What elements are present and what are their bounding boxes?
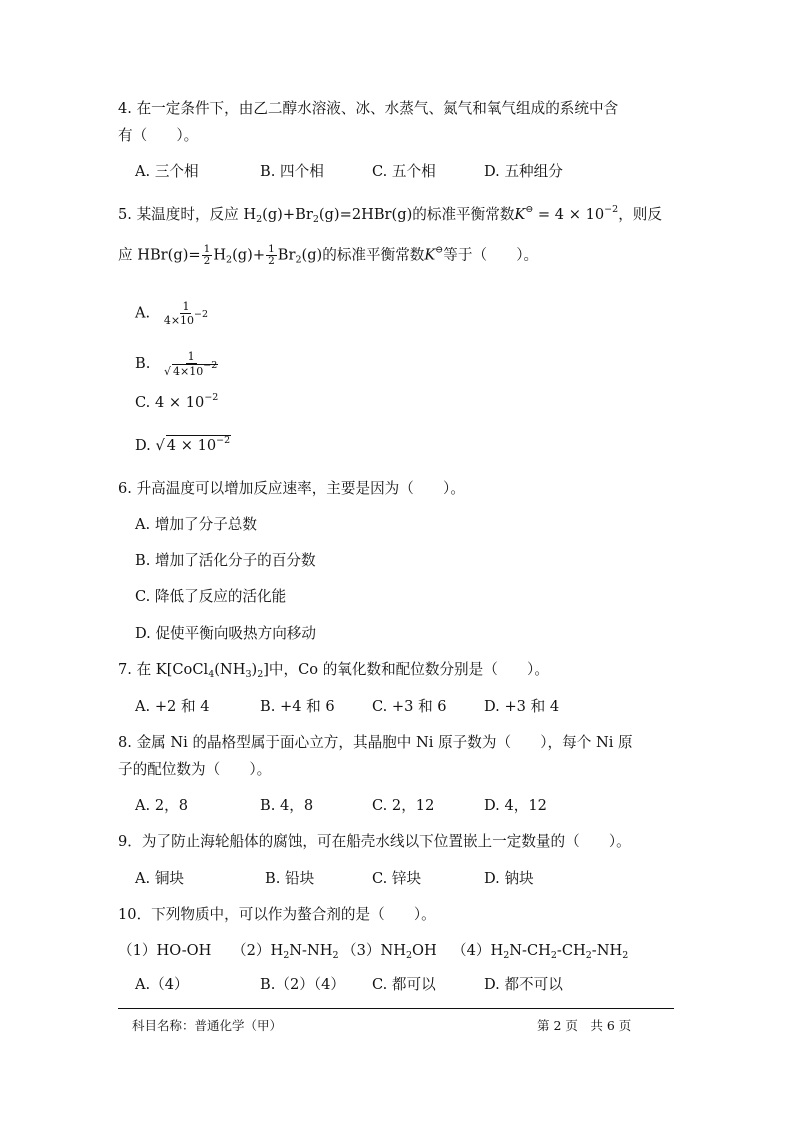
- q8-stem-line2: 子的配位数为（ ）。: [118, 761, 272, 778]
- fraction-half: $\frac{1}{2}$: [203, 243, 211, 267]
- q7-option-a: A. +2 和 4: [135, 698, 210, 715]
- q8-option-d: D. 4，12: [484, 797, 547, 814]
- q9-option-d: D. 钠块: [484, 870, 534, 887]
- q10-stem: 10．下列物质中，可以作为螯合剂的是（ ）。: [118, 906, 436, 923]
- q10-option-d: D. 都不可以: [484, 976, 563, 993]
- footer-divider: [118, 1008, 674, 1009]
- q4-stem-line1: 4. 在一定条件下，由乙二醇水溶液、冰、水蒸气、氮气和氧气组成的系统中含: [118, 100, 619, 117]
- q5-stem-line1: 5. 某温度时，反应 $H_2(g)+Br_2(g)=2HBr(g)$的标准平衡常数$K^⊖ = 4 \times 10^{-2}$，则反: [118, 204, 662, 225]
- q6-stem: 6. 升高温度可以增加反应速率，主要是因为（ ）。: [118, 480, 465, 497]
- q4-stem-line2: 有（ ）。: [118, 127, 199, 144]
- q5-option-c: C. $4 \times 10^{-2}$: [135, 392, 219, 411]
- q6-option-a: A. 增加了分子总数: [135, 516, 257, 533]
- q9-option-c: C. 锌块: [372, 870, 422, 887]
- q5-option-d: D. √ $4 \times 10^{-2}$: [135, 435, 231, 454]
- q4-option-b: B. 四个相: [260, 163, 324, 180]
- q7-option-b: B. +4 和 6: [260, 698, 335, 715]
- q5-option-a: A. $\frac{1}{4\times 10^{-2}}$: [135, 300, 209, 327]
- footer-subject: 科目名称：普通化学（甲）: [132, 1018, 283, 1033]
- q5-stem-line2: 应 HBr(g)= $\frac{1}{2}$ $H_2(g)+$ $\frac{1}{2}$ $Br_2(g)$的标准平衡常数K⊖等于（ ）。: [118, 243, 539, 267]
- q4-option-a: A. 三个相: [135, 163, 199, 180]
- q6-option-d: D. 促使平衡向吸热方向移动: [135, 625, 316, 642]
- q4-option-c: C. 五个相: [372, 163, 436, 180]
- q7-stem: 7. 在 $K[CoCl_4(NH_3)_2]$中，Co 的氧化数和配位数分别是（ ）。: [118, 661, 549, 680]
- q6-option-c: C. 降低了反应的活化能: [135, 588, 287, 605]
- q7-option-c: C. +3 和 6: [372, 698, 447, 715]
- q10-choice-1: （1）HO-OH: [118, 942, 212, 959]
- q4-option-d: D. 五种组分: [484, 163, 563, 180]
- q8-option-b: B. 4，8: [260, 797, 314, 814]
- q7-option-d: D. +3 和 4: [484, 698, 560, 715]
- q6-option-b: B. 增加了活化分子的百分数: [135, 552, 316, 569]
- q10-option-b: B.（2）（4）: [260, 976, 346, 993]
- q8-option-a: A. 2，8: [135, 797, 188, 814]
- q10-choice-3: $(3)NH_2OH$: [342, 942, 437, 961]
- q9-option-a: A. 铜块: [135, 870, 185, 887]
- q10-choice-2: $(2)H_2N-NH_2$: [232, 942, 339, 961]
- q8-option-c: C. 2，12: [372, 797, 435, 814]
- q9-option-b: B. 铅块: [265, 870, 315, 887]
- q10-option-c: C. 都可以: [372, 976, 436, 993]
- q5-option-b: B. $\frac{1}{√ 4\times 10^{-2}}$: [135, 350, 218, 378]
- q9-stem: 9．为了防止海轮船体的腐蚀，可在船壳水线以下位置嵌上一定数量的（ ）。: [118, 833, 631, 850]
- footer-page-number: 第 2 页 共 6 页: [537, 1018, 632, 1033]
- q10-option-a: A.（4）: [135, 976, 189, 993]
- fraction-half: $\frac{1}{2}$: [268, 243, 275, 267]
- q10-choice-4: $(4)H_2N-CH_2-CH_2-NH_2$: [452, 942, 629, 961]
- q8-stem-line1: 8. 金属 Ni 的晶格型属于面心立方，其晶胞中 Ni 原子数为（ ），每个 Ni 原: [118, 734, 633, 751]
